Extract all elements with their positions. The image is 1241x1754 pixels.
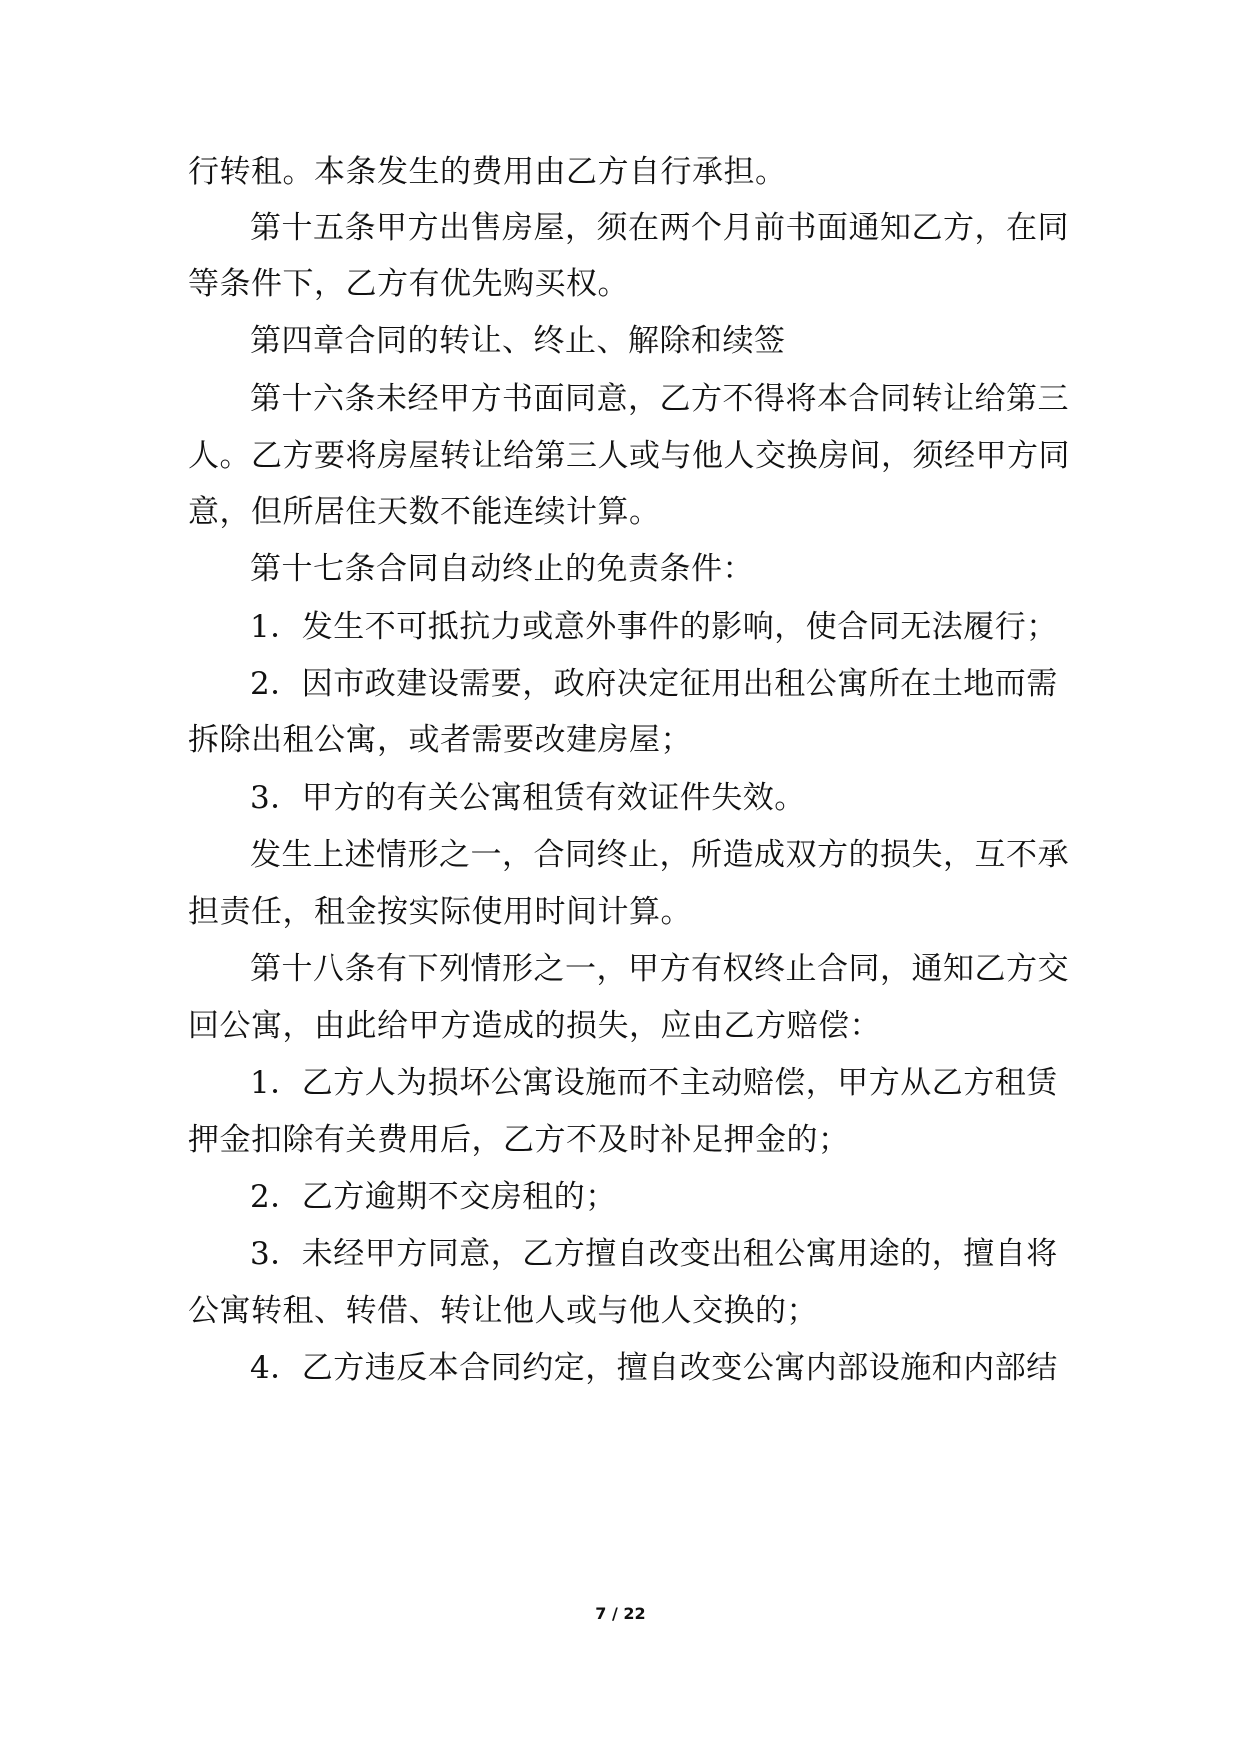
text-line: 意，但所居住天数不能连续计算。 (188, 494, 661, 530)
chapter-heading: 第四章合同的转让、终止、解除和续签 (250, 323, 786, 359)
text-line: 3．甲方的有关公寓租赁有效证件失效。 (250, 780, 806, 816)
text-line: 第十七条合同自动终止的免责条件： (250, 551, 754, 587)
text-line: 拆除出租公寓，或者需要改建房屋； (188, 722, 692, 758)
text-line: 第十八条有下列情形之一，甲方有权终止合同，通知乙方交 (250, 951, 1069, 987)
text-line: 发生上述情形之一，合同终止，所造成双方的损失，互不承 (250, 837, 1069, 873)
text-line: 押金扣除有关费用后，乙方不及时补足押金的； (188, 1122, 850, 1158)
text-line: 第十六条未经甲方书面同意，乙方不得将本合同转让给第三 (250, 381, 1069, 417)
text-line: 回公寓，由此给甲方造成的损失，应由乙方赔偿： (188, 1008, 881, 1044)
text-line: 人。乙方要将房屋转让给第三人或与他人交换房间，须经甲方同 (188, 438, 1070, 474)
text-line: 3．未经甲方同意，乙方擅自改变出租公寓用途的，擅自将 (250, 1236, 1058, 1272)
text-line: 第十五条甲方出售房屋，须在两个月前书面通知乙方，在同 (250, 210, 1069, 246)
text-line: 1．乙方人为损坏公寓设施而不主动赔偿，甲方从乙方租赁 (250, 1065, 1058, 1101)
text-line: 4．乙方违反本合同约定，擅自改变公寓内部设施和内部结 (250, 1350, 1058, 1386)
page-number: 7 / 22 (595, 1604, 646, 1623)
text-line: 行转租。本条发生的费用由乙方自行承担。 (188, 154, 787, 190)
text-line: 公寓转租、转借、转让他人或与他人交换的； (188, 1293, 818, 1329)
text-line: 1．发生不可抵抗力或意外事件的影响，使合同无法履行； (250, 609, 1058, 645)
text-line: 担责任，租金按实际使用时间计算。 (188, 894, 692, 930)
text-line: 2．因市政建设需要，政府决定征用出租公寓所在土地而需 (250, 666, 1058, 702)
text-line: 2．乙方逾期不交房租的； (250, 1179, 617, 1215)
text-line: 等条件下，乙方有优先购买权。 (188, 266, 629, 302)
